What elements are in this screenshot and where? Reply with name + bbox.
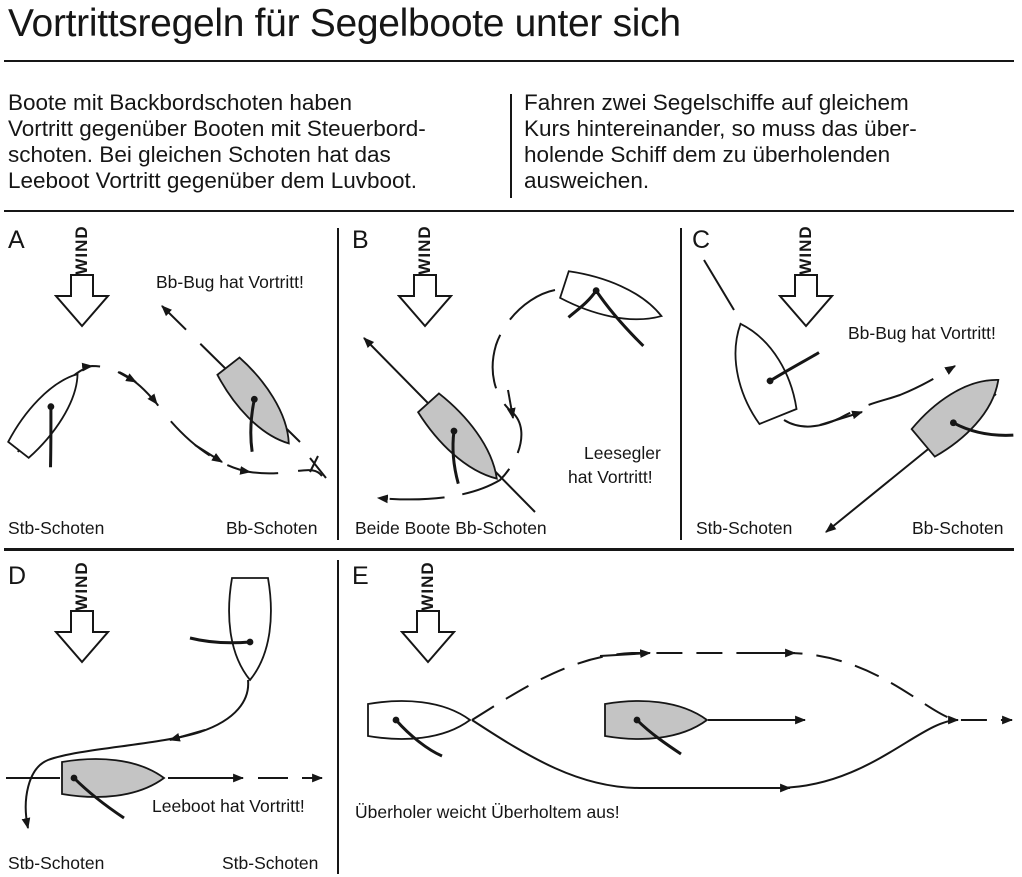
intro-left-line: schoten. Bei gleichen Schoten hat das: [8, 142, 391, 167]
rule-label-d: Leeboot hat Vortritt!: [152, 796, 305, 816]
wind-label: WIND: [418, 561, 437, 611]
boat-a-stb: [6, 364, 106, 472]
intro-right-line: holende Schiff dem zu überholenden: [524, 142, 891, 167]
arrow-d-mid: [170, 730, 205, 740]
boat-a-bb: [202, 356, 303, 465]
boat-b-windward: [554, 268, 667, 348]
arrow-c-mid: [820, 412, 862, 425]
panel-letter-c: C: [692, 226, 711, 254]
caption-c-right: Bb-Schoten: [912, 518, 1004, 538]
cross-mark-a: [310, 456, 326, 478]
rule-label-e: Überholer weicht Überholtem aus!: [355, 802, 620, 822]
rule-label-b-2: hat Vortritt!: [568, 467, 653, 487]
boat-c-stb: [719, 301, 836, 426]
caption-b: Beide Boote Bb-Schoten: [355, 518, 547, 538]
panel-letter-b: B: [352, 226, 369, 254]
caption-d-right: Stb-Schoten: [222, 853, 319, 873]
course-b-windward-boat: [378, 290, 555, 499]
arrow-a-mid-1: [118, 372, 136, 382]
rule-label-c: Bb-Bug hat Vortritt!: [848, 323, 996, 343]
course-e-lower-route: [472, 720, 958, 788]
caption-a-right: Bb-Schoten: [226, 518, 318, 538]
wind-label: WIND: [72, 561, 91, 611]
caption-c-left: Stb-Schoten: [696, 518, 793, 538]
wind-label: WIND: [72, 225, 91, 275]
wind-label: WIND: [415, 225, 434, 275]
wind-label: WIND: [796, 225, 815, 275]
rule-label-a: Bb-Bug hat Vortritt!: [156, 272, 304, 292]
caption-d-left: Stb-Schoten: [8, 853, 105, 873]
intro-right-line: Kurs hintereinander, so muss das über-: [524, 116, 917, 141]
rule-label-b-1: Leesegler: [584, 443, 661, 463]
course-e-upper-route: [472, 653, 1012, 720]
boat-d-leeward: [62, 759, 164, 818]
arrow-b-mid: [508, 390, 513, 418]
boat-e-overtaken: [605, 701, 707, 754]
intro-right-line: ausweichen.: [524, 168, 650, 193]
intro-left-line: Boote mit Backbordschoten haben: [8, 90, 352, 115]
wake-c-stb-boat: [704, 260, 734, 310]
caption-a-left: Stb-Schoten: [8, 518, 105, 538]
page-title: Vortrittsregeln für Segelboote unter sich: [8, 2, 681, 45]
panel-letter-d: D: [8, 562, 27, 590]
boat-d-windward: [190, 578, 271, 680]
intro-left-line: Vortritt gegenüber Booten mit Steuerbord-: [8, 116, 426, 141]
panel-letter-a: A: [8, 226, 25, 254]
boat-e-overtaking: [368, 701, 470, 756]
panel-letter-e: E: [352, 562, 369, 590]
intro-left-line: Leeboot Vortritt gegenüber dem Luvboot.: [8, 168, 418, 193]
arrow-a-mid-2: [195, 445, 222, 462]
intro-right-line: Fahren zwei Segelschiffe auf gleichem: [524, 90, 909, 115]
